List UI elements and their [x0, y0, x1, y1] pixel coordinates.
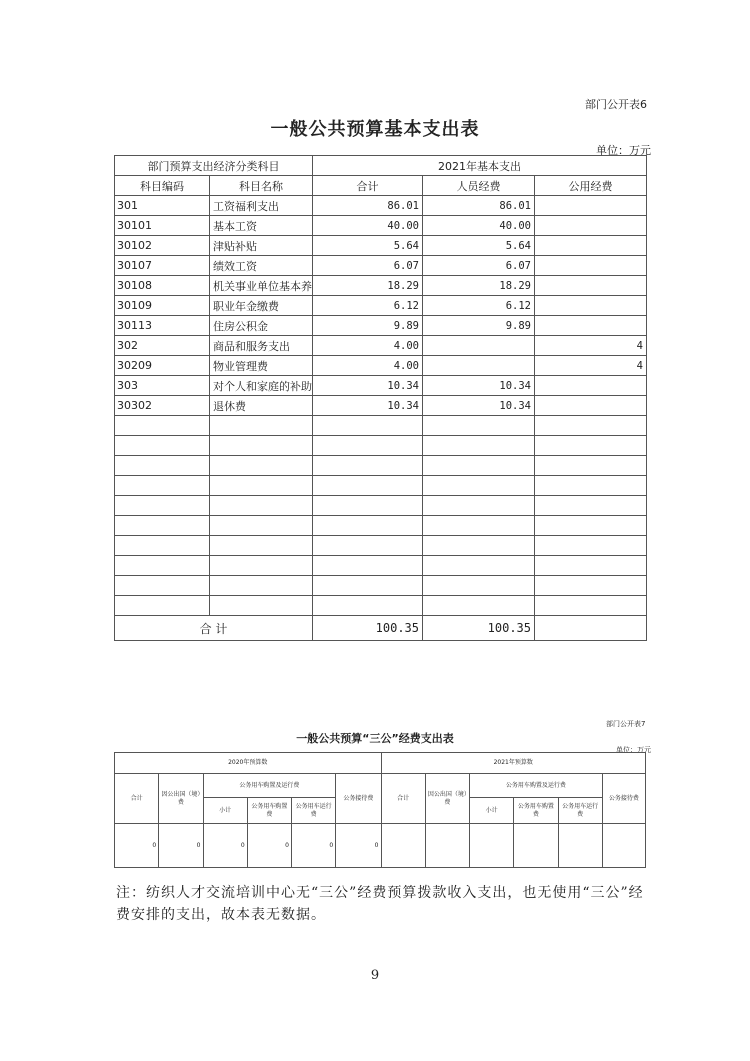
empty-cell — [313, 596, 423, 616]
table-row — [115, 236, 647, 256]
total-public — [535, 616, 647, 641]
cell-total: 6.07 — [313, 256, 423, 276]
empty-cell — [423, 556, 535, 576]
cell-public — [535, 236, 647, 256]
h-vehicle-left: 公务用车购置及运行费 — [203, 774, 336, 798]
header-classification: 部门预算支出经济分类科目 — [115, 156, 313, 176]
empty-row — [115, 436, 647, 456]
cell-name: 基本工资 — [210, 216, 313, 236]
empty-cell — [210, 416, 313, 436]
cell-total: 5.64 — [313, 236, 423, 256]
empty-cell — [423, 476, 535, 496]
empty-cell — [313, 416, 423, 436]
year-right: 2021年预算数 — [381, 753, 646, 774]
cell-personnel — [423, 336, 535, 356]
cell-total: 4.00 — [313, 356, 423, 376]
empty-cell — [535, 596, 647, 616]
empty-cell — [313, 516, 423, 536]
table-row — [115, 296, 647, 316]
v-right-2 — [470, 824, 514, 868]
table-row — [115, 256, 647, 276]
v-right-4 — [558, 824, 602, 868]
header-public: 公用经费 — [535, 176, 647, 196]
value-row — [115, 824, 646, 868]
empty-cell — [115, 536, 210, 556]
h-purchase-left: 公务用车购置费 — [247, 798, 291, 824]
cell-personnel: 9.89 — [423, 316, 535, 336]
cell-name: 津贴补贴 — [210, 236, 313, 256]
v-left-3: 0 — [247, 824, 291, 868]
table-row — [115, 336, 647, 356]
empty-cell — [210, 496, 313, 516]
table-row — [115, 276, 647, 296]
empty-cell — [423, 596, 535, 616]
empty-cell — [423, 456, 535, 476]
v-right-1 — [425, 824, 469, 868]
h-purchase-right: 公务用车购置费 — [514, 798, 558, 824]
year-row — [115, 753, 646, 774]
h-subtotal-right: 小计 — [470, 798, 514, 824]
cell-total: 4.00 — [313, 336, 423, 356]
header-group-row — [115, 156, 647, 176]
cell-code: 30102 — [115, 236, 210, 256]
table-tag-2: 部门公开表7 — [606, 720, 646, 728]
empty-cell — [423, 516, 535, 536]
empty-cell — [210, 536, 313, 556]
unit-label-2: 单位：万元 — [616, 746, 651, 754]
cell-public — [535, 396, 647, 416]
h-total-left: 合计 — [115, 774, 159, 824]
empty-cell — [423, 536, 535, 556]
header-code: 科目编码 — [115, 176, 210, 196]
empty-cell — [535, 536, 647, 556]
total-label: 合 计 — [115, 616, 313, 641]
cell-public: 4 — [535, 356, 647, 376]
h-reception-right: 公务接待费 — [602, 774, 645, 824]
empty-cell — [210, 436, 313, 456]
cell-public — [535, 196, 647, 216]
cell-name: 住房公积金 — [210, 316, 313, 336]
cell-name: 职业年金缴费 — [210, 296, 313, 316]
empty-cell — [313, 536, 423, 556]
empty-cell — [210, 596, 313, 616]
cell-public — [535, 256, 647, 276]
empty-cell — [115, 516, 210, 536]
cell-name: 工资福利支出 — [210, 196, 313, 216]
empty-cell — [313, 556, 423, 576]
cell-name: 对个人和家庭的补助 — [210, 376, 313, 396]
empty-cell — [210, 576, 313, 596]
cell-public — [535, 376, 647, 396]
empty-cell — [423, 416, 535, 436]
cell-total: 10.34 — [313, 376, 423, 396]
cell-personnel: 10.34 — [423, 396, 535, 416]
cell-total: 6.12 — [313, 296, 423, 316]
empty-cell — [313, 576, 423, 596]
empty-cell — [423, 576, 535, 596]
v-left-0: 0 — [115, 824, 159, 868]
empty-row — [115, 476, 647, 496]
empty-cell — [115, 576, 210, 596]
empty-cell — [115, 456, 210, 476]
empty-cell — [115, 436, 210, 456]
empty-row — [115, 576, 647, 596]
cell-personnel: 6.07 — [423, 256, 535, 276]
empty-cell — [210, 476, 313, 496]
cell-name: 商品和服务支出 — [210, 336, 313, 356]
empty-row — [115, 496, 647, 516]
cell-public — [535, 296, 647, 316]
cell-personnel: 40.00 — [423, 216, 535, 236]
cell-name: 物业管理费 — [210, 356, 313, 376]
cell-code: 30107 — [115, 256, 210, 276]
cell-public — [535, 216, 647, 236]
cell-name: 绩效工资 — [210, 256, 313, 276]
h-vehicle-right: 公务用车购置及运行费 — [470, 774, 603, 798]
cell-personnel: 18.29 — [423, 276, 535, 296]
header-column-row — [115, 176, 647, 196]
cell-code: 30209 — [115, 356, 210, 376]
h-abroad-right: 因公出国（境）费 — [425, 774, 469, 824]
cell-code: 30113 — [115, 316, 210, 336]
empty-cell — [535, 416, 647, 436]
h-subtotal-left: 小计 — [203, 798, 247, 824]
v-right-3 — [514, 824, 558, 868]
empty-cell — [535, 516, 647, 536]
unit-label: 单位：万元 — [596, 144, 651, 157]
cell-code: 303 — [115, 376, 210, 396]
empty-row — [115, 556, 647, 576]
empty-cell — [115, 476, 210, 496]
h-operation-left: 公务用车运行费 — [292, 798, 336, 824]
total-row — [115, 616, 647, 641]
table-row — [115, 376, 647, 396]
empty-cell — [210, 456, 313, 476]
cell-personnel: 5.64 — [423, 236, 535, 256]
v-right-0 — [381, 824, 425, 868]
empty-cell — [115, 416, 210, 436]
cell-total: 9.89 — [313, 316, 423, 336]
cell-name: 退休费 — [210, 396, 313, 416]
cell-personnel: 86.01 — [423, 196, 535, 216]
cell-code: 30101 — [115, 216, 210, 236]
empty-row — [115, 536, 647, 556]
cell-code: 30108 — [115, 276, 210, 296]
empty-cell — [535, 476, 647, 496]
header-name: 科目名称 — [210, 176, 313, 196]
table-row — [115, 356, 647, 376]
empty-cell — [115, 496, 210, 516]
empty-row — [115, 456, 647, 476]
cell-total: 10.34 — [313, 396, 423, 416]
table-row — [115, 196, 647, 216]
cell-name: 机关事业单位基本养 — [210, 276, 313, 296]
table-row — [115, 216, 647, 236]
empty-cell — [535, 576, 647, 596]
footnote: 注：纺织人才交流培训中心无“三公”经费预算拨款收入支出，也无使用“三公”经费安排的支出，故本表无数据。 — [116, 885, 644, 923]
h-operation-right: 公务用车运行费 — [558, 798, 602, 824]
empty-cell — [210, 556, 313, 576]
empty-cell — [423, 436, 535, 456]
table-row — [115, 396, 647, 416]
empty-cell — [115, 596, 210, 616]
empty-row — [115, 596, 647, 616]
v-right-5 — [602, 824, 645, 868]
h-reception-left: 公务接待费 — [336, 774, 381, 824]
empty-cell — [313, 436, 423, 456]
empty-cell — [423, 496, 535, 516]
total-total: 100.35 — [313, 616, 423, 641]
table-tag: 部门公开表6 — [585, 98, 647, 111]
v-left-5: 0 — [336, 824, 381, 868]
page-number: 9 — [370, 968, 380, 983]
v-left-4: 0 — [292, 824, 336, 868]
basic-expenditure-table — [114, 155, 647, 641]
cell-public — [535, 276, 647, 296]
three-public-expenses-table — [114, 752, 646, 868]
cell-total: 86.01 — [313, 196, 423, 216]
year-left: 2020年预算数 — [115, 753, 382, 774]
empty-cell — [115, 556, 210, 576]
empty-cell — [535, 496, 647, 516]
header-row-a — [115, 774, 646, 798]
table-title-2: 一般公共预算“三公”经费支出表 — [296, 732, 454, 745]
cell-personnel — [423, 356, 535, 376]
cell-public: 4 — [535, 336, 647, 356]
empty-row — [115, 416, 647, 436]
cell-code: 302 — [115, 336, 210, 356]
empty-cell — [313, 476, 423, 496]
empty-cell — [535, 556, 647, 576]
empty-cell — [535, 456, 647, 476]
v-left-1: 0 — [159, 824, 203, 868]
cell-total: 18.29 — [313, 276, 423, 296]
header-personnel: 人员经费 — [423, 176, 535, 196]
table-title: 一般公共预算基本支出表 — [270, 119, 480, 140]
empty-cell — [535, 436, 647, 456]
h-abroad-left: 因公出国（境）费 — [159, 774, 203, 824]
cell-code: 30109 — [115, 296, 210, 316]
empty-cell — [210, 516, 313, 536]
table-row — [115, 316, 647, 336]
v-left-2: 0 — [203, 824, 247, 868]
cell-public — [535, 316, 647, 336]
cell-code: 301 — [115, 196, 210, 216]
cell-code: 30302 — [115, 396, 210, 416]
empty-cell — [313, 496, 423, 516]
cell-total: 40.00 — [313, 216, 423, 236]
cell-personnel: 6.12 — [423, 296, 535, 316]
empty-row — [115, 516, 647, 536]
empty-cell — [313, 456, 423, 476]
header-year: 2021年基本支出 — [313, 156, 647, 176]
total-personnel: 100.35 — [423, 616, 535, 641]
cell-personnel: 10.34 — [423, 376, 535, 396]
h-total-right: 合计 — [381, 774, 425, 824]
header-total: 合计 — [313, 176, 423, 196]
